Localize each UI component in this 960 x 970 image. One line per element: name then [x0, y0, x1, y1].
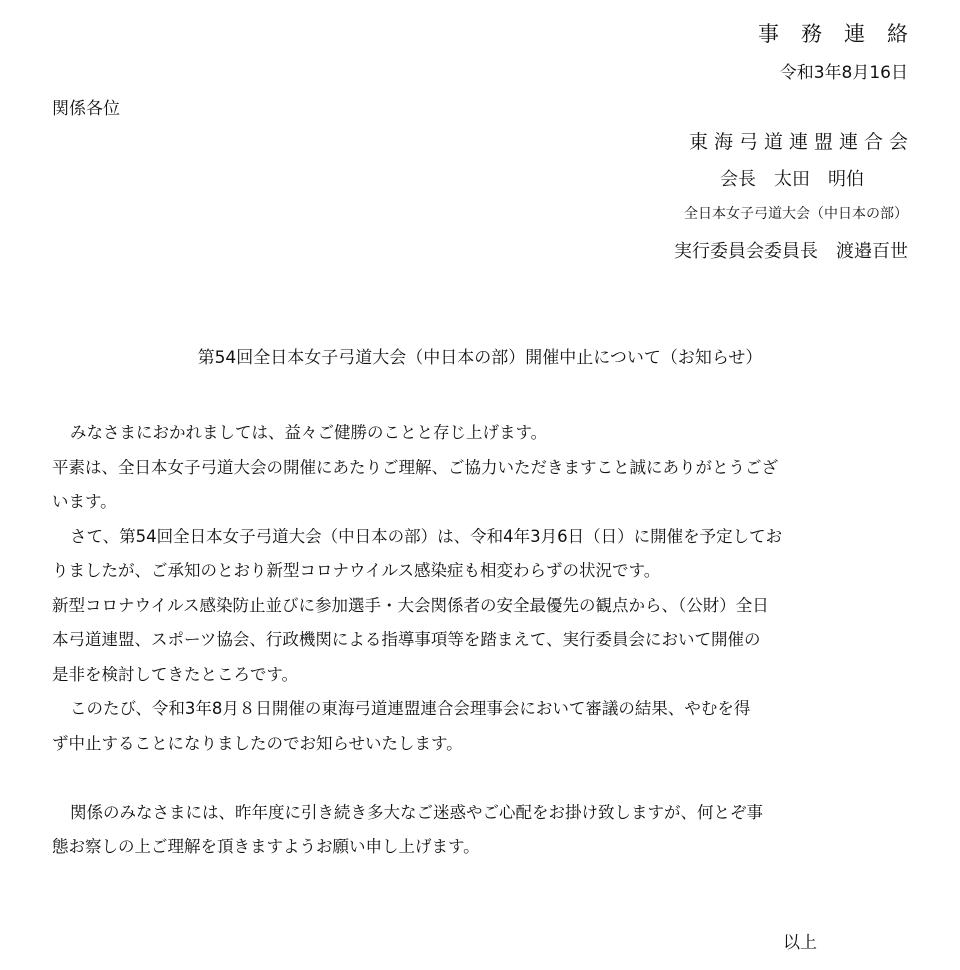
body-line: さて、第54回全日本女子弓道大会（中日本の部）は、令和4年3月6日（日）に開催を予定してお [70, 526, 783, 546]
closing-mark: 以上 [783, 933, 817, 953]
sender-committee-chair: 実行委員会委員長 渡邉百世 [674, 241, 908, 262]
sender-president: 会長 太田 明伯 [720, 169, 864, 190]
body-line: このたび、令和3年8月８日開催の東海弓道連盟連合会理事会において審議の結果、やむを得 [70, 699, 751, 718]
body-line: 本弓道連盟、スポーツ協会、行政機関による指導事項等を踏まえて、実行委員会において開催の [52, 630, 761, 649]
body-line: 是非を検討してきたところです。 [52, 664, 299, 684]
body-line: ず中止することになりましたのでお知らせいたします。 [52, 733, 463, 753]
body-line: います。 [52, 492, 117, 511]
body-line: 平素は、全日本女子弓道大会の開催にあたりご理解、ご協力いただきますこと誠にありがとうござ [52, 457, 778, 477]
document-date: 令和3年8月16日 [779, 63, 908, 83]
addressee: 関係各位 [52, 99, 120, 119]
body-line: りましたが、ご承知のとおり新型コロナウイルス感染症も相変わらずの状況です。 [52, 561, 661, 580]
body-line: 態お察しの上ご理解を頂きますようお願い申し上げます。 [52, 837, 480, 856]
body-line: 新型コロナウイルス感染防止並びに参加選手・大会関係者の安全最優先の観点から、（公財）全日 [52, 595, 769, 615]
paragraph-gap [52, 761, 912, 796]
sender-event-name: 全日本女子弓道大会（中日本の部） [684, 206, 908, 222]
body-line: みなさまにおかれましては、益々ご健勝のことと存じ上げます。 [70, 423, 548, 442]
document-type-label: 事務連絡 [758, 22, 930, 46]
sender-organization: 東海弓道連盟連合会 [688, 131, 914, 153]
notice-body [52, 416, 912, 865]
body-line: 関係のみなさまには、昨年度に引き続き多大なご迷惑やご心配をお掛け致しますが、何とぞ事 [70, 802, 763, 822]
notice-title: 第54回全日本女子弓道大会（中日本の部）開催中止について（お知らせ） [197, 348, 763, 368]
